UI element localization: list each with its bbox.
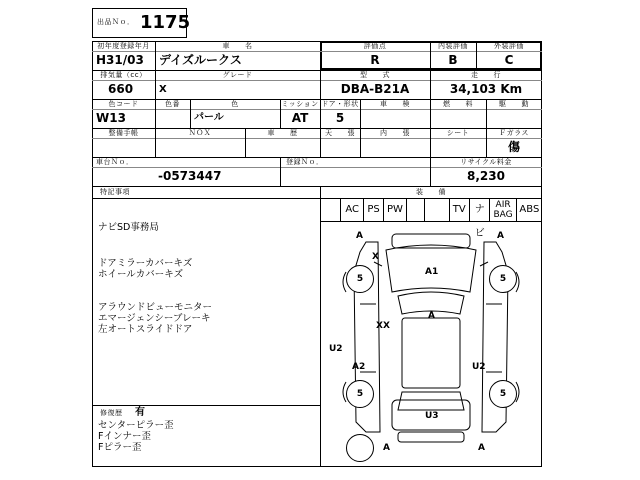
wheel-front-left: 5 [346, 265, 374, 293]
drive-label: 駆 動 [499, 100, 529, 108]
mark-left-side: U2 [329, 344, 343, 354]
note-line: ナビSD事務局 [98, 222, 159, 233]
chassis-value: -0573447 [158, 169, 222, 183]
chassis-label: 車台Ｎｏ． [96, 158, 134, 166]
roof-label: 天 張 [325, 129, 355, 137]
color-label: 色 [231, 100, 239, 108]
equipment-blank-1 [407, 198, 426, 222]
notes-label: 特記事項 [100, 188, 130, 196]
mark-roof: A [428, 311, 435, 321]
note-line: 左オートスライドドア [98, 324, 193, 335]
mark-bottom-right: A [478, 443, 485, 453]
reg-no-label: 登録Ｎｏ． [286, 158, 324, 166]
note-line: アラウンドビューモニター [98, 302, 213, 313]
maint-label: 整備手帳 [108, 129, 139, 137]
mark-rear-bumper: U3 [425, 411, 439, 421]
grade-label: グレード [222, 71, 253, 79]
displacement-value: 660 [108, 82, 134, 96]
note-line: エマージェンシーブレーキ [98, 313, 211, 324]
note-line: ドアミラーカバーキズ [98, 258, 193, 269]
repair-label: 修復歴 [100, 409, 123, 417]
recycle-label: リサイクル料金 [460, 158, 512, 166]
spare-tire [346, 434, 374, 462]
equipment-ps: PS [363, 198, 383, 222]
nox-label: ＮＯＸ [188, 129, 212, 137]
score-value: R [370, 53, 380, 67]
mark-front-right: A [497, 231, 504, 241]
wheel-front-right: 5 [489, 265, 517, 293]
mark-fender: X [372, 252, 379, 262]
car-name-value: デイズルークス [159, 53, 242, 67]
wheel-rear-right: 5 [489, 380, 517, 408]
interior-label: 内装評価 [438, 42, 468, 50]
score-label: 評価点 [363, 42, 387, 50]
equipment-ac [320, 198, 340, 222]
notes-list [98, 222, 212, 335]
color-code-label: 色コード [108, 100, 139, 108]
doors-label: ドア・形状 [321, 100, 359, 108]
first-reg-label: 初年度登録年月 [97, 42, 150, 50]
model-label: 型 式 [360, 71, 390, 79]
color-family-label: 色番 [165, 100, 180, 108]
recycle-value: 8,230 [467, 169, 505, 183]
equipment-ac: AC [340, 198, 362, 222]
note-line: ホイールカバーキズ [98, 269, 184, 280]
mark-rear-left: A2 [352, 362, 366, 372]
equipment-airbag: AIR BAG [490, 198, 516, 222]
mission-value: AT [291, 111, 309, 125]
inspection-label: 車 検 [380, 100, 410, 108]
mileage-value: 34,103 Km [449, 82, 523, 96]
first-reg-value: H31/03 [96, 53, 144, 67]
doors-value: 5 [335, 111, 345, 125]
repair-notes [98, 420, 174, 453]
exterior-value: C [504, 53, 514, 67]
mark-rear-right: U2 [472, 362, 486, 372]
equipment-abs: ABS [519, 204, 540, 215]
f-glass-value: 傷 [507, 140, 520, 154]
history-label: 車 歴 [267, 129, 298, 137]
mileage-label: 走 行 [471, 71, 501, 79]
wheel-rear-left: 5 [346, 380, 374, 408]
car-diagram [320, 222, 542, 467]
fuel-label: 燃 料 [443, 100, 473, 108]
mark-bottom-left: A [383, 443, 390, 453]
f-glass-label: Ｆガラス [499, 129, 529, 137]
repair-note: Fインナー歪 [98, 431, 151, 442]
mark-door: XX [376, 321, 390, 331]
equipment-pw: PW [383, 198, 406, 222]
mark-hood: A1 [425, 267, 439, 277]
car-name-label: 車 名 [222, 42, 253, 50]
equipment-blank-2 [425, 198, 449, 222]
exterior-label: 外装評価 [494, 42, 524, 50]
grade-value: X [159, 84, 167, 95]
displacement-label: 排気量（cc） [100, 71, 147, 79]
note-line [98, 234, 212, 258]
mark-front-left: A [356, 231, 363, 241]
equipment-navi: ナビ [470, 198, 490, 222]
note-line [98, 280, 212, 302]
color-value: パール [194, 112, 224, 123]
equipment-tv: TV [450, 198, 470, 222]
interior-trim-label: 内 張 [380, 129, 410, 137]
color-code-value: W13 [96, 111, 126, 125]
repair-value: 有 [135, 407, 145, 418]
repair-note: センターピラー歪 [98, 420, 174, 431]
lot-label: 出品Ｎｏ． [97, 18, 135, 26]
model-value: DBA-B21A [340, 82, 410, 96]
seat-label: シート [446, 129, 470, 137]
mission-label: ミッション [281, 100, 319, 108]
interior-value: B [448, 53, 458, 67]
repair-note: Fピラー歪 [98, 442, 142, 453]
equipment-list [320, 198, 542, 239]
equipment-label: 装 備 [416, 188, 446, 196]
lot-number: 1175 [140, 12, 191, 33]
